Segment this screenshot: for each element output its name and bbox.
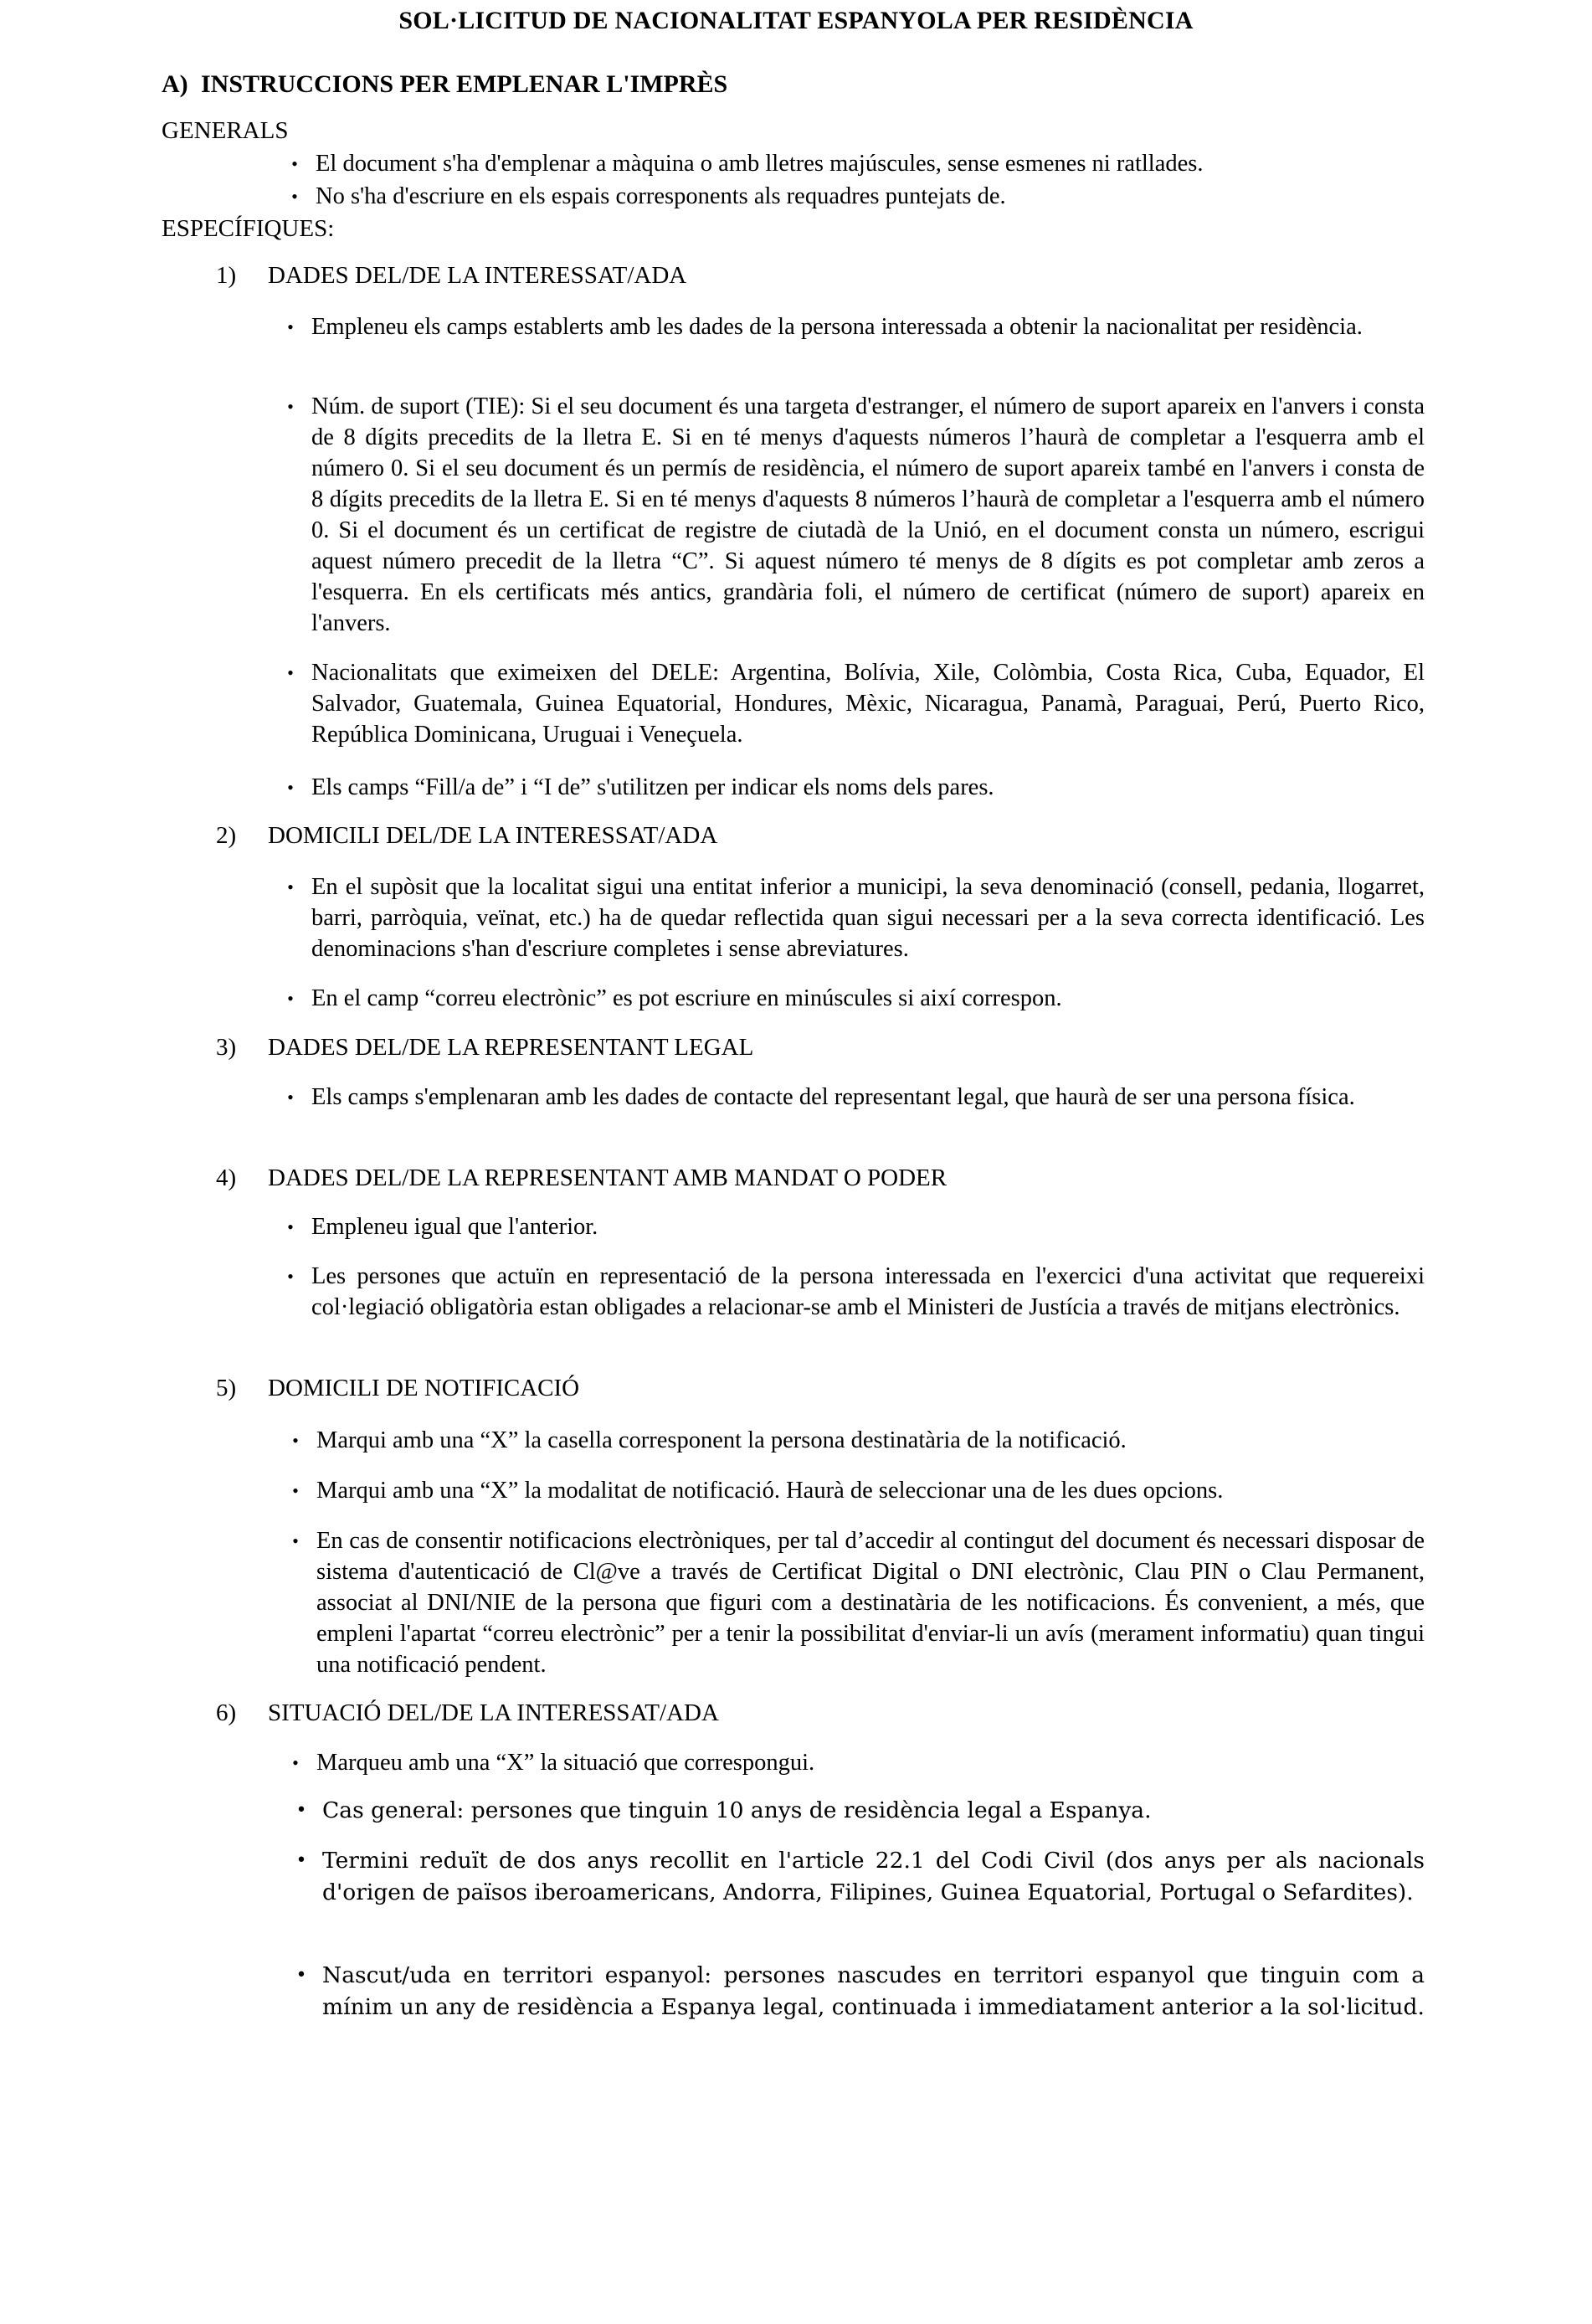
section-heading xyxy=(216,820,717,851)
bullet-icon: • xyxy=(287,988,294,1009)
instruction-item: • Nascut/uda en territori espanyol: persones nascudes en territori espanyol que tinguin com a mínim un any de residència a Espanya legal, continuada i immediatament anterior a la sol·licitud. xyxy=(322,1960,1425,2023)
document-title: SOL·LICITUD DE NACIONALITAT ESPANYOLA PER RESIDÈNCIA xyxy=(398,7,1194,34)
bullet-icon: • xyxy=(295,1850,307,1871)
bullet-icon: • xyxy=(287,396,294,417)
instruction-item: • Núm. de suport (TIE): Si el seu document és una targeta d'estranger, el número de suport apareix en l'anvers i consta de 8 dígits precedits de la lletra E. Si en té menys d'aquests números l’haurà de completar a l'esquerra amb el número 0. Si el seu document és un permís de residència, el número de suport apareix també en l'anvers i consta de 8 dígits precedits de la lletra E. Si en té menys d'aquests 8 números l’haurà de completar a l'esquerra amb el número 0. Si el document és un certificat de registre de ciutadà de la Unió, en el document consta un número, escrigui aquest número precedit de la lletra “C”. Si aquest número té menys de 8 dígits es pot completar amb zeros a l'esquerra. En els certificats més antics, grandària foli, el número de certificat (número de suport) apareix en l'anvers. xyxy=(311,391,1425,639)
section-number: 5) xyxy=(216,1375,237,1401)
section-number: 3) xyxy=(216,1034,237,1061)
section-title: DOMICILI DEL/DE LA INTERESSAT/ADA xyxy=(268,822,718,849)
section-number: 2) xyxy=(216,822,237,849)
bullet-icon: • xyxy=(295,1965,307,1986)
instruction-item: • En cas de consentir notificacions electròniques, per tal d’accedir al contingut del document és necessari disposar de sistema d'autenticació de Cl@ve a través de Certificat Digital o DNI electrònic, Clau PIN o Clau Permanent, associat al DNI/NIE de la persona que figuri com a destinatària de les notificacions. És convenient, a més, que empleni l'apartat “correu electrònic” per a tenir la possibilitat d'enviar-li un avís (merament informatiu) quan tingui una notificació pendent. xyxy=(316,1525,1425,1680)
generals-item: • No s'ha d'escriure en els espais corresponents als requadres puntejats de. xyxy=(316,181,1437,212)
instruction-item: • Nacionalitats que eximeixen del DELE: Argentina, Bolívia, Xile, Colòmbia, Costa Rica, Cuba, Equador, El Salvador, Guatemala, Guinea Equatorial, Hondures, Mèxic, Nicaragua, Panamà, Paraguai, Perú, Puerto Rico, República Dominicana, Uruguai i Veneçuela. xyxy=(311,657,1425,750)
generals-heading: GENERALS xyxy=(162,117,289,144)
bullet-icon: • xyxy=(287,777,294,798)
section-title: DOMICILI DE NOTIFICACIÓ xyxy=(268,1375,580,1401)
bullet-icon: • xyxy=(295,1800,307,1821)
bullet-icon: • xyxy=(292,1530,299,1551)
generals-item: • El document s'ha d'emplenar a màquina o amb lletres majúscules, sense esmenes ni ratllades. xyxy=(316,148,1437,179)
bullet-icon: • xyxy=(291,153,298,174)
instruction-item: • En el supòsit que la localitat sigui una entitat inferior a municipi, la seva denominació (consell, pedania, llogarret, barri, parròquia, veïnat, etc.) ha de quedar reflectida quan sigui necessari per a la seva correcta identificació. Les denominacions s'han d'escriure completes i sense abreviatures. xyxy=(311,872,1425,964)
section-title: DADES DEL/DE LA REPRESENTANT LEGAL xyxy=(268,1034,754,1061)
instruction-item: • Marqueu amb una “X” la situació que correspongui. xyxy=(316,1747,1425,1778)
instruction-item: • Marqui amb una “X” la modalitat de notificació. Haurà de seleccionar una de les dues opcions. xyxy=(316,1475,1425,1506)
bullet-icon: • xyxy=(287,877,294,897)
section-a-heading xyxy=(162,69,727,100)
instruction-item: • Termini reduït de dos anys recollit en l'article 22.1 del Codi Civil (dos anys per als nacionals d'origen de països iberoamericans, Andorra, Filipines, Guinea Equatorial, Portugal o Sefardites). xyxy=(322,1845,1425,1909)
section-a-title: INSTRUCCIONS PER EMPLENAR L'IMPRÈS xyxy=(201,70,728,98)
section-heading xyxy=(216,1698,719,1729)
instruction-item: • Marqui amb una “X” la casella corresponent la persona destinatària de la notificació. xyxy=(316,1425,1425,1456)
section-title: SITUACIÓ DEL/DE LA INTERESSAT/ADA xyxy=(268,1699,719,1726)
section-title: DADES DEL/DE LA INTERESSAT/ADA xyxy=(268,262,687,289)
section-heading xyxy=(216,1032,753,1063)
bullet-icon: • xyxy=(291,186,298,207)
bullet-icon: • xyxy=(292,1752,299,1773)
instruction-item: • Els camps “Fill/a de” i “I de” s'utilitzen per indicar els noms dels pares. xyxy=(311,772,1425,803)
instruction-item: • Les persones que actuïn en representació de la persona interessada en l'exercici d'una activitat que requereixi col·legiació obligatòria estan obligades a relacionar-se amb el Ministeri de Justícia a través de mitjans electrònics. xyxy=(311,1261,1425,1323)
instruction-item: • Empleneu els camps establerts amb les dades de la persona interessada a obtenir la nacionalitat per residència. xyxy=(311,311,1425,342)
instruction-item: • En el camp “correu electrònic” es pot escriure en minúscules si així correspon. xyxy=(311,983,1425,1014)
section-number: 1) xyxy=(216,262,237,289)
bullet-icon: • xyxy=(287,316,294,337)
instruction-item: • Els camps s'emplenaran amb les dades de contacte del representant legal, que haurà de ser una persona física. xyxy=(311,1082,1425,1113)
instruction-item: • Empleneu igual que l'anterior. xyxy=(311,1211,1425,1242)
section-a-letter: A) xyxy=(162,70,188,98)
bullet-icon: • xyxy=(292,1480,299,1501)
section-number: 6) xyxy=(216,1699,237,1726)
section-heading xyxy=(216,260,686,291)
bullet-icon: • xyxy=(287,1216,294,1237)
bullet-icon: • xyxy=(287,662,294,683)
section-heading xyxy=(216,1373,579,1404)
bullet-icon: • xyxy=(287,1087,294,1108)
section-heading xyxy=(216,1163,947,1194)
specific-heading: ESPECÍFIQUES: xyxy=(162,215,335,242)
bullet-icon: • xyxy=(287,1266,294,1287)
bullet-icon: • xyxy=(292,1430,299,1451)
section-title: DADES DEL/DE LA REPRESENTANT AMB MANDAT O PODER xyxy=(268,1165,947,1191)
instruction-item: • Cas general: persones que tinguin 10 anys de residència legal a Espanya. xyxy=(322,1795,1425,1827)
section-number: 4) xyxy=(216,1165,237,1191)
